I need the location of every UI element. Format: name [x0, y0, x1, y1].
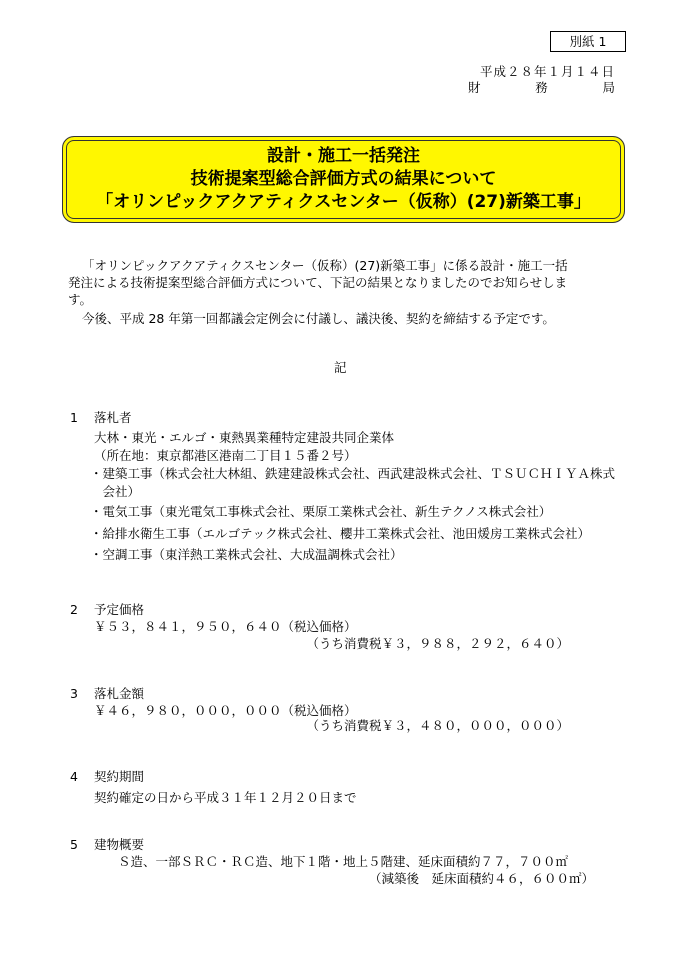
- section-label: 予定価格: [93, 602, 144, 617]
- section-2-heading: [70, 602, 144, 618]
- title-line-3: 「オリンピックアクアティクスセンター（仮称）(27)新築工事」: [96, 192, 591, 212]
- contract-period: 契約確定の日から平成３１年１２月２０日まで: [94, 790, 357, 805]
- issuer-char: 局: [602, 80, 615, 95]
- section-number: 4: [70, 769, 78, 784]
- section-4-heading: [70, 769, 144, 785]
- intro-line-3: す。: [68, 292, 93, 307]
- section-3-heading: [70, 686, 144, 702]
- work-item-continuation: 会社）: [90, 484, 141, 499]
- section-label: 落札者: [93, 410, 132, 425]
- work-item: ・空調工事（東洋熱工業株式会社、大成温調株式会社）: [90, 547, 403, 562]
- work-item: ・電気工事（東光電気工事株式会社、栗原工業株式会社、新生テクノス株式会社）: [90, 504, 552, 519]
- section-number: 3: [70, 686, 78, 701]
- bid-price: ￥４６，９８０，０００，０００（税込価格）: [94, 703, 357, 718]
- section-label: 落札金額: [93, 686, 144, 701]
- estimate-tax: （うち消費税￥３，９８８，２９２，６４０）: [306, 636, 569, 651]
- section-number: 1: [70, 410, 78, 425]
- issuer-char: 務: [535, 80, 548, 95]
- building-overview: Ｓ造、一部ＳＲＣ・ＲＣ造、地下１階・地上５階建、延床面積約７７，７００㎡: [118, 854, 569, 869]
- section-number: 2: [70, 602, 78, 617]
- bidder-name: 大林・東光・エルゴ・東熱異業種特定建設共同企業体: [94, 430, 395, 445]
- work-item: ・給排水衛生工事（エルゴテック株式会社、櫻井工業株式会社、池田煖房工業株式会社）: [90, 526, 591, 541]
- building-reduced-area: （減築後 延床面積約４６，６００㎡）: [368, 871, 594, 886]
- attachment-label: 別紙 1: [550, 31, 626, 52]
- work-item: ・建築工事（株式会社大林組、鉄建建設株式会社、西武建設株式会社、ＴＳＵＣＨＩＹＡ株式: [90, 466, 616, 481]
- ki-marker: 記: [334, 360, 347, 375]
- title-line-2: 技術提案型総合評価方式の結果について: [190, 169, 497, 189]
- intro-line-2: 発注による技術提案型総合評価方式について、下記の結果となりましたのでお知らせしま: [68, 275, 568, 290]
- issuer-char: 財: [468, 80, 481, 95]
- issue-date: 平成２８年１月１４日: [479, 64, 615, 79]
- issuing-bureau: [468, 80, 615, 96]
- title-line-1: 設計・施工一括発注: [267, 146, 420, 166]
- section-label: 建物概要: [93, 837, 144, 852]
- section-5-heading: [70, 837, 144, 853]
- title-box: [62, 136, 625, 223]
- estimate-price: ￥５３，８４１，９５０，６４０（税込価格）: [94, 619, 357, 634]
- bid-tax: （うち消費税￥３，４８０，０００，０００）: [306, 718, 569, 733]
- intro-line-1: 「オリンピックアクアティクスセンター（仮称）(27)新築工事」に係る設計・施工一括: [82, 258, 568, 273]
- section-label: 契約期間: [93, 769, 144, 784]
- bidder-address: （所在地：東京都港区港南二丁目１５番２号）: [94, 448, 357, 463]
- section-number: 5: [70, 837, 78, 852]
- section-1-heading: [70, 410, 131, 426]
- intro-paragraph-2: 今後、平成 28 年第一回都議会定例会に付議し、議決後、契約を締結する予定です。: [82, 311, 555, 326]
